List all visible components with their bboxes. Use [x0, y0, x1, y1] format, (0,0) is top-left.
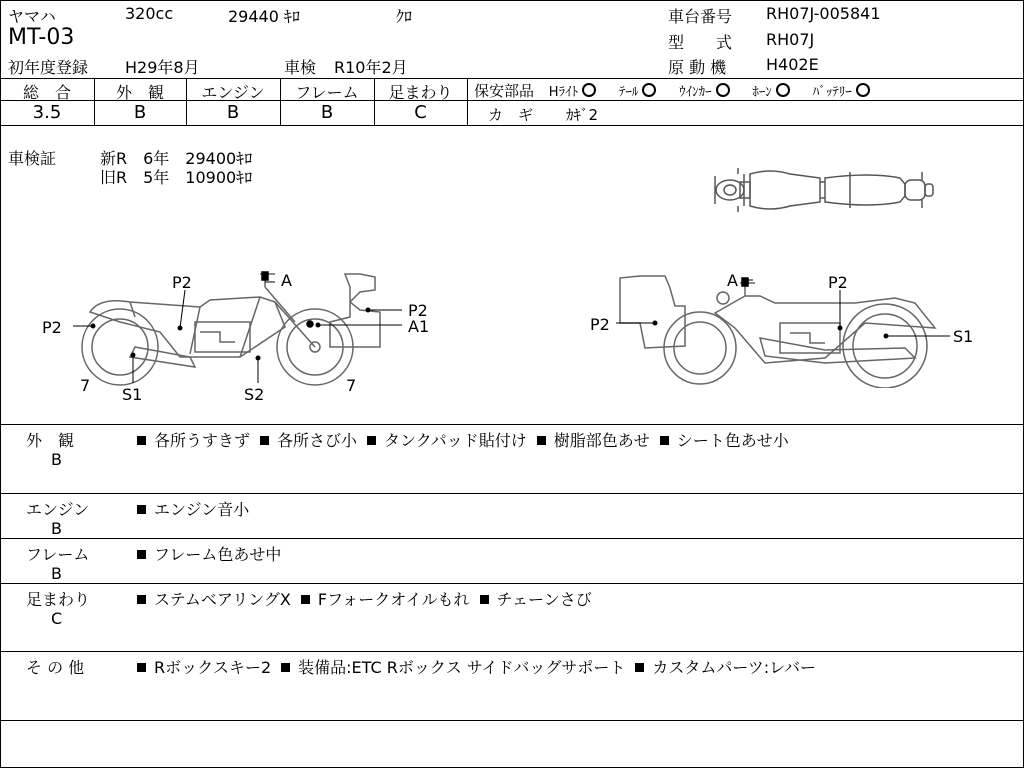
label-p2-left-top: P2 — [172, 273, 192, 292]
bullet-square-icon — [260, 436, 269, 445]
remark-item: シート色あせ小 — [676, 431, 789, 450]
label-s2: S2 — [244, 385, 265, 404]
bullet-square-icon — [137, 505, 146, 514]
safety-item-tail: ﾃｰﾙ — [618, 85, 639, 100]
bullet-square-icon — [137, 436, 146, 445]
remark-item: Rボックスキー2 — [154, 658, 272, 677]
bullet-square-icon — [480, 595, 489, 604]
remark-item: 各所うすきず — [154, 431, 251, 450]
grade-value-exterior: B — [133, 102, 147, 123]
label-7-right: 7 — [346, 376, 357, 395]
grade-header-suspension: 足まわり — [388, 83, 453, 102]
label-p2-right-top: P2 — [828, 273, 848, 292]
grade-value-suspension: C — [414, 102, 427, 123]
section-grade-suspension: C — [51, 609, 63, 628]
safety-item-horn: ﾎｰﾝ — [752, 85, 772, 100]
section-items-other — [137, 655, 826, 678]
section-divider — [0, 583, 1024, 584]
model-code-label: 型 式 — [668, 33, 733, 52]
section-title-frame: フレーム — [26, 545, 90, 564]
grade-value-frame: B — [320, 102, 334, 123]
bullet-square-icon — [537, 436, 546, 445]
shaken-new: 新R 6年 29400ｷﾛ — [100, 149, 253, 168]
section-divider — [0, 720, 1024, 721]
remark-item: カスタムパーツ:レバー — [652, 658, 816, 677]
remark-item: ステムベアリングX — [154, 590, 291, 609]
section-title-exterior: 外 観 — [26, 431, 75, 450]
color: ｸﾛ — [396, 7, 413, 26]
first-reg-value: H29年8月 — [125, 58, 200, 77]
remark-item: 装備品:ETC Rボックス サイドバッグサポート — [298, 658, 626, 677]
safety-item-battery: ﾊﾞｯﾃﾘｰ — [812, 85, 852, 100]
grade-header-overall: 総 合 — [22, 83, 71, 102]
mileage: 29440 ｷﾛ — [228, 7, 300, 26]
label-p2-right-box: P2 — [590, 315, 610, 334]
section-divider — [0, 424, 1024, 425]
model-name: MT-03 — [8, 25, 75, 50]
bullet-square-icon — [301, 595, 310, 604]
bullet-square-icon — [137, 595, 146, 604]
inspection-value: R10年2月 — [334, 58, 408, 77]
safety-item-headlight: Hﾗｲﾄ — [548, 85, 579, 100]
bullet-square-icon — [367, 436, 376, 445]
model-code-value: RH07J — [766, 30, 815, 49]
remark-item: 樹脂部色あせ — [553, 431, 650, 450]
first-reg-label: 初年度登録 — [8, 58, 89, 77]
engine-label: 原 動 機 — [668, 58, 727, 77]
label-a-right-top: A — [727, 271, 738, 290]
remark-item: エンジン音小 — [154, 500, 250, 519]
section-items-suspension — [137, 587, 602, 610]
section-divider — [0, 493, 1024, 494]
section-items-engine — [137, 497, 259, 520]
section-grade-exterior: B — [51, 450, 62, 469]
section-title-engine: エンジン — [26, 500, 90, 519]
bullet-square-icon — [137, 663, 146, 672]
maker: ヤマハ — [8, 7, 56, 26]
section-divider — [0, 651, 1024, 652]
key-label: カ ギ — [488, 106, 534, 124]
label-p2-left-box: P2 — [408, 301, 428, 320]
inspection-label: 車検 — [284, 58, 317, 77]
section-title-suspension: 足まわり — [26, 590, 91, 609]
section-grade-engine: B — [51, 519, 62, 538]
bullet-square-icon — [137, 550, 146, 559]
label-s1-left: S1 — [122, 385, 143, 404]
safety-label: 保安部品 — [474, 82, 535, 100]
section-items-frame — [137, 542, 291, 565]
label-s1-right: S1 — [953, 327, 974, 346]
key-value: ｶｷﾞ2 — [566, 106, 599, 124]
section-divider — [0, 538, 1024, 539]
section-title-other: そ の 他 — [26, 658, 85, 677]
shaken-old: 旧R 5年 10900ｷﾛ — [100, 168, 253, 187]
remark-item: Fフォークオイルもれ — [317, 590, 470, 609]
remark-item: フレーム色あせ中 — [154, 545, 282, 564]
grade-value-overall: 3.5 — [32, 102, 62, 123]
label-a-left-top: A — [281, 271, 292, 290]
grade-header-engine: エンジン — [201, 83, 265, 102]
section-grade-frame: B — [51, 564, 62, 583]
bullet-square-icon — [281, 663, 290, 672]
safety-item-winker: ｳｲﾝｶｰ — [679, 85, 712, 100]
remark-item: チェーンさび — [496, 590, 592, 609]
remark-item: タンクパッド貼付け — [384, 431, 527, 450]
frame-no-label: 車台番号 — [668, 7, 733, 26]
remark-item: 各所さび小 — [277, 431, 358, 450]
label-7-left: 7 — [80, 376, 91, 395]
displacement: 320cc — [125, 4, 174, 23]
label-a1: A1 — [408, 317, 430, 336]
bullet-square-icon — [635, 663, 644, 672]
grade-value-engine: B — [226, 102, 240, 123]
bullet-square-icon — [660, 436, 669, 445]
frame-no-value: RH07J-005841 — [766, 4, 881, 23]
shaken-label: 車検証 — [8, 149, 57, 168]
label-p2-left-rear: P2 — [42, 318, 62, 337]
grade-header-exterior: 外 観 — [115, 83, 164, 102]
engine-value: H402E — [766, 55, 819, 74]
section-items-exterior — [137, 428, 799, 451]
grade-header-frame: フレーム — [295, 83, 359, 102]
